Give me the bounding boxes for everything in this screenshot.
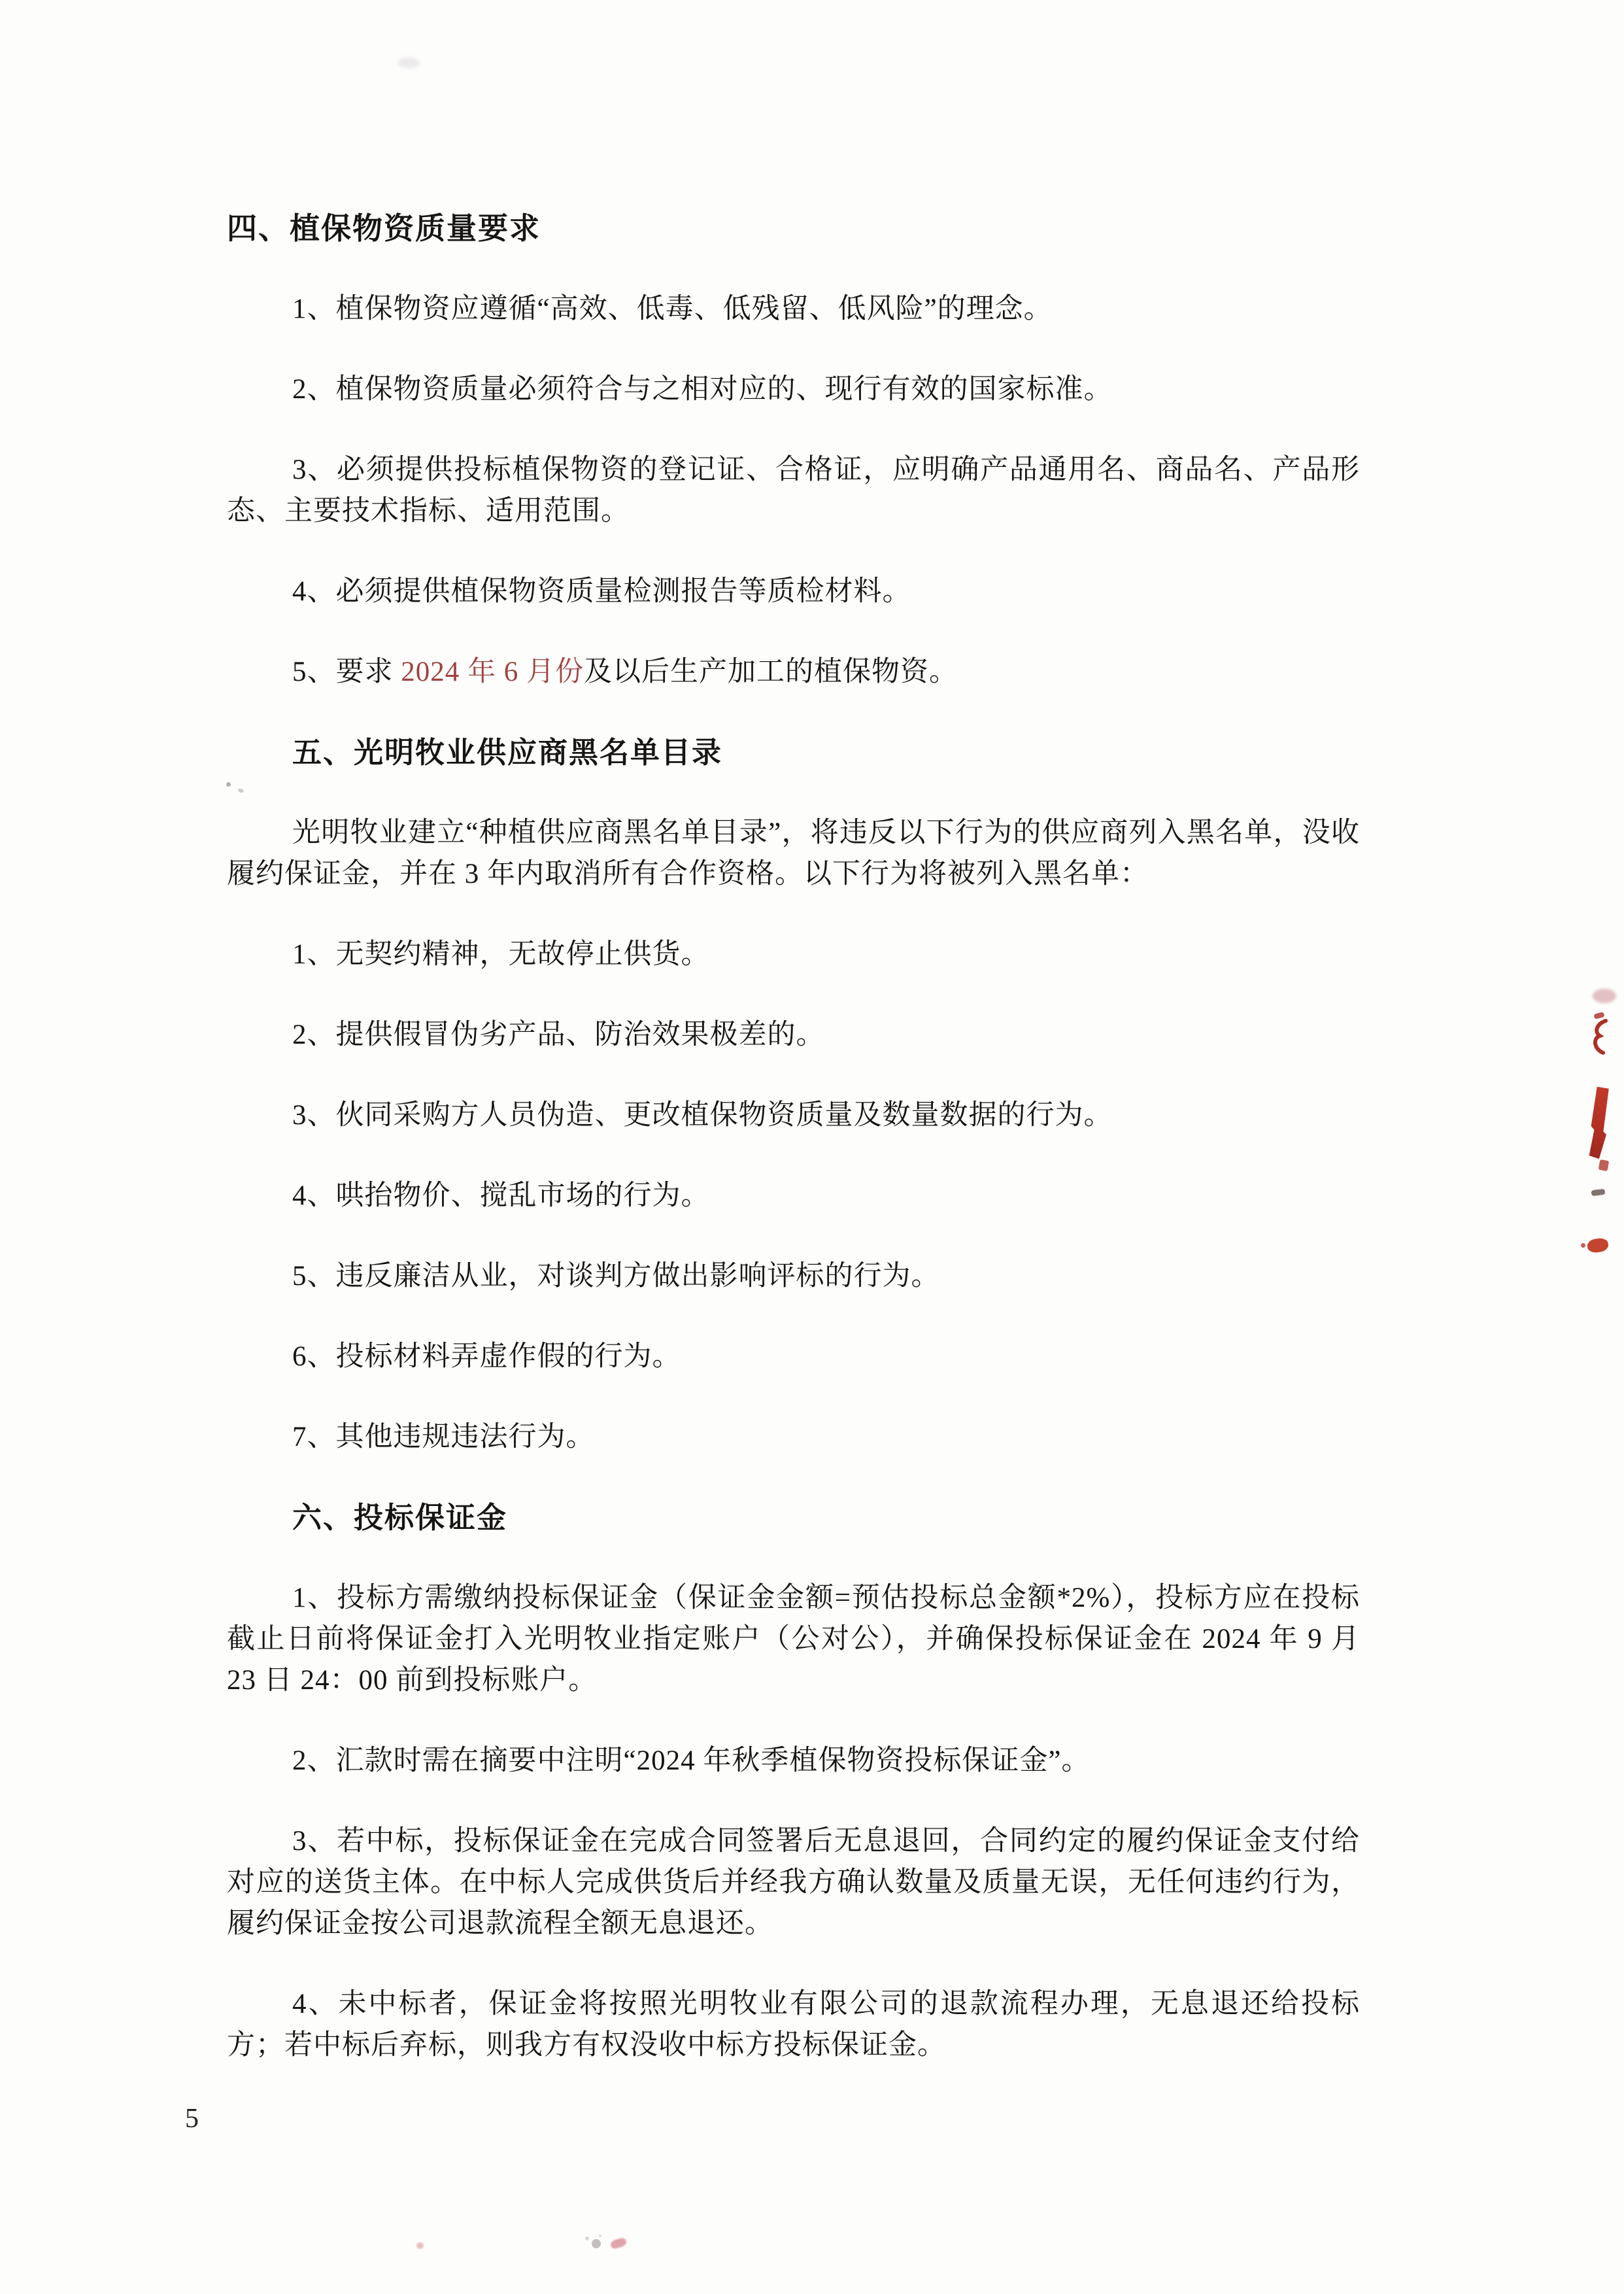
section6-item3: 3、若中标，投标保证金在完成合同签署后无息退回，合同约定的履约保证金支付给对应的送货主体。在中标人完成供货后并经我方确认数量及质量无误，无任何违约行为，履约保证金按公司退款流程全额无息退还。 [227, 1826, 1360, 1939]
section6-item2: 2、汇款时需在摘要中注明“2024 年秋季植保物资投标保证金”。 [292, 1745, 1091, 1776]
section5-item2: 2、提供假冒伪劣产品、防治效果极差的。 [292, 1019, 825, 1050]
scan-speck-bottom [592, 2239, 601, 2248]
section4-heading: 四、植保物资质量要求 [227, 211, 541, 246]
red-ink-stroke [1588, 1087, 1609, 1159]
section5-item6: 6、投标材料弄虚作假的行为。 [292, 1341, 681, 1372]
red-ink-smudge [1593, 989, 1616, 1003]
section6-item4: 4、未中标者，保证金将按照光明牧业有限公司的退款流程办理，无息退还给投标方；若中标后弃标，则我方有权没收中标方投标保证金。 [227, 1989, 1360, 2061]
section5-item7: 7、其他违规违法行为。 [292, 1422, 595, 1452]
red-ink-dot [1581, 1243, 1585, 1248]
section4-item5 [227, 651, 1360, 693]
dark-ink-dash [1591, 1189, 1606, 1196]
section5-item1: 1、无契约精神，无故停止供货。 [292, 939, 710, 970]
section4-item1: 1、植保物资应遵循“高效、低毒、低残留、低风险”的理念。 [292, 294, 1053, 324]
red-ink-curve [1590, 1019, 1610, 1055]
section4-item4: 4、必须提供植保物资质量检测报告等质检材料。 [292, 576, 911, 607]
section5-item5: 5、违反廉洁从业，对谈判方做出影响评标的行为。 [292, 1261, 940, 1292]
section4-item5-prefix: 5、要求 [292, 657, 401, 687]
red-speck-bottom-left [416, 2242, 424, 2249]
section4-item3: 3、必须提供投标植保物资的登记证、合格证，应明确产品通用名、商品名、产品形态、主要技术指标、适用范围。 [227, 454, 1360, 526]
red-ink-chip [1599, 1159, 1610, 1171]
red-ink-blob [1587, 1237, 1610, 1254]
section6-heading: 六、投标保证金 [292, 1500, 508, 1535]
document-body [227, 208, 1360, 2105]
section5-intro: 光明牧业建立“种植供应商黑名单目录”，将违反以下行为的供应商列入黑名单，没收履约保证金，并在 3 年内取消所有合作资格。以下行为将被列入黑名单： [227, 817, 1360, 889]
section4-item2: 2、植保物资质量必须符合与之相对应的、现行有效的国家标准。 [292, 374, 1113, 405]
section5-item4: 4、哄抬物价、搅乱市场的行为。 [292, 1180, 710, 1211]
red-ink-dash [1593, 1012, 1604, 1019]
scan-smudge-top [398, 58, 420, 68]
red-speck-bottom [610, 2237, 628, 2250]
page-number: 5 [185, 2104, 199, 2134]
section4-item5-suffix: 及以后生产加工的植保物资。 [584, 657, 958, 687]
section4-item5-red-date: 2024 年 6 月份 [401, 657, 584, 687]
section5-item3: 3、伙同采购方人员伪造、更改植保物资质量及数量数据的行为。 [292, 1100, 1113, 1131]
section6-item1: 1、投标方需缴纳投标保证金（保证金金额=预估投标总金额*2%），投标方应在投标截止日前将保证金打入光明牧业指定账户（公对公），并确保投标保证金在 2024 年 9 月 23 日 24：00 前到投标账户。 [227, 1583, 1360, 1696]
section5-heading: 五、光明牧业供应商黑名单目录 [292, 735, 723, 770]
